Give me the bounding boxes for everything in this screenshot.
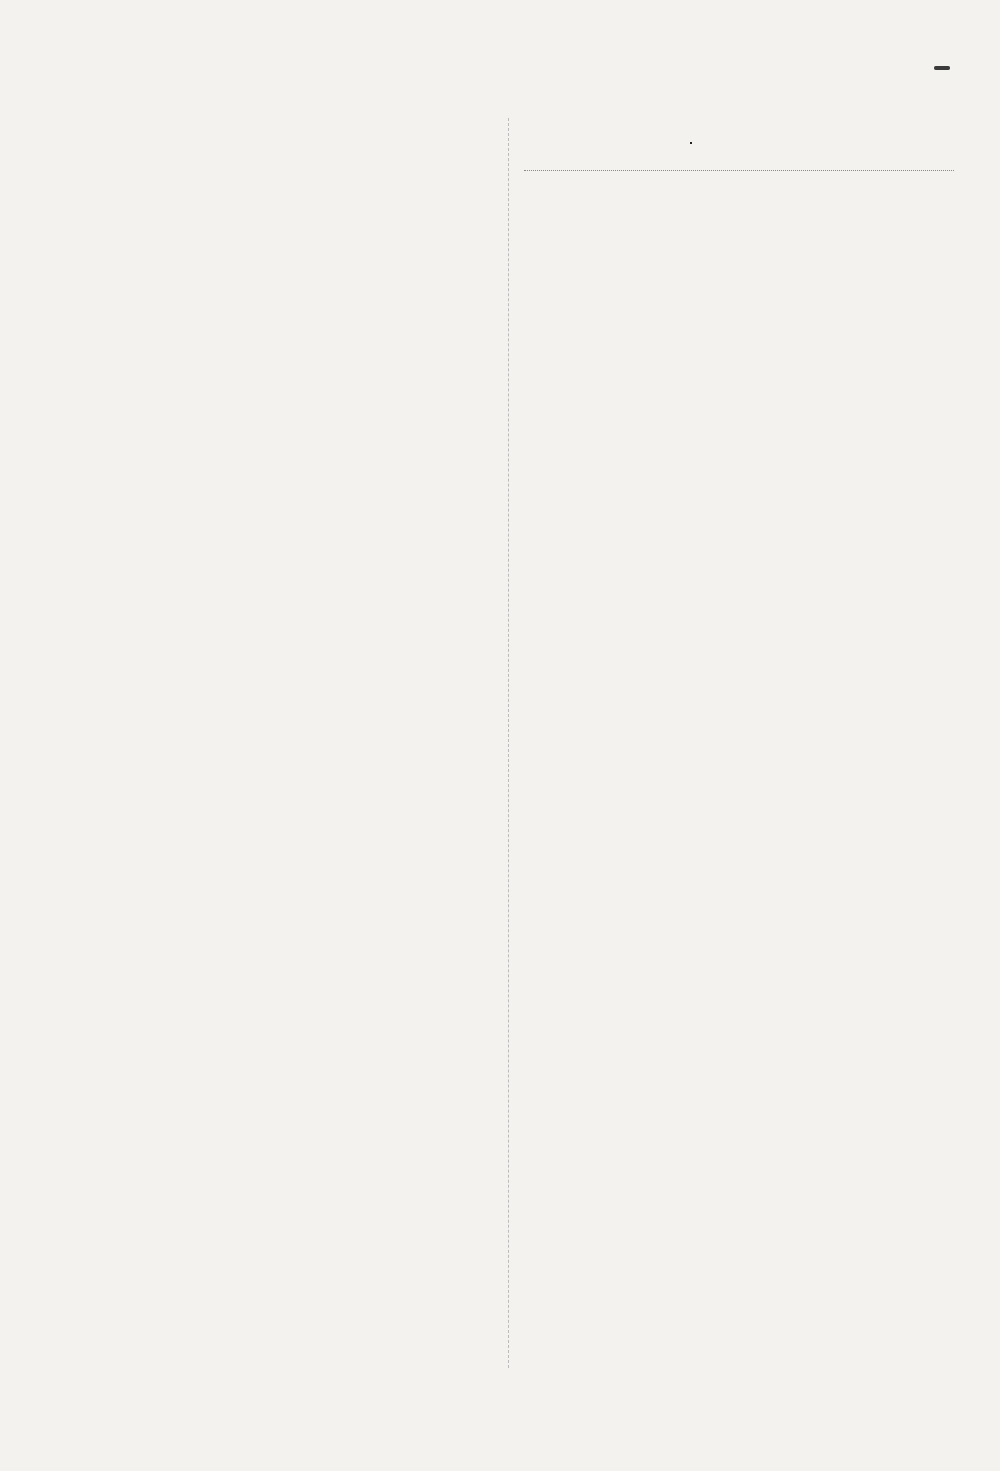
area-diagram xyxy=(674,126,844,144)
right-column xyxy=(524,120,954,177)
page-header xyxy=(924,66,950,70)
diagram-grid xyxy=(690,142,692,144)
diagram-left-labels xyxy=(674,142,690,144)
column-divider xyxy=(508,118,509,1368)
page-number-badge xyxy=(934,66,950,70)
edition-reference xyxy=(524,168,954,171)
diagram-top-labels xyxy=(690,126,844,142)
